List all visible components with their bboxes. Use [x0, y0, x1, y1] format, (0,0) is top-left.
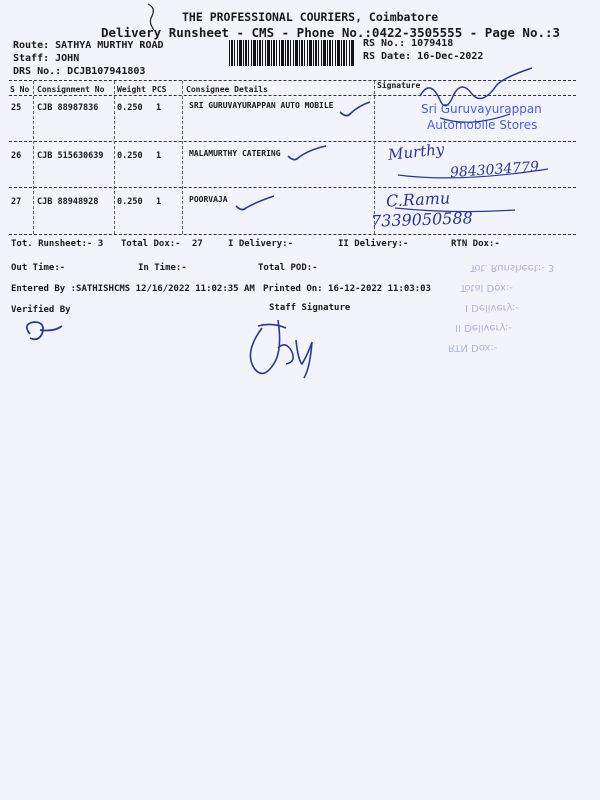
staff-label: Staff: JOHN: [13, 53, 80, 64]
col-header-pcs: PCS: [152, 85, 167, 94]
verified-by-label: Verified By: [11, 305, 71, 315]
staff-signature-label: Staff Signature: [269, 303, 351, 313]
drs-number: DRS No.: DCJB107941803: [13, 66, 146, 77]
cell-weight: 0.250: [117, 151, 143, 161]
runsheet-title: Delivery Runsheet - CMS - Phone No.:0422-3505555 - Page No.:3: [101, 25, 561, 40]
cell-weight: 0.250: [117, 103, 143, 113]
rs-date: RS Date: 16-Dec-2022: [363, 51, 484, 62]
handwritten-phone: 9843034779: [449, 158, 540, 182]
cell-sno: 25: [11, 103, 22, 113]
cell-consignment: CJB 515630639: [37, 151, 104, 161]
bleed-through-text: Tot. Runsheet:- 3: [470, 262, 555, 273]
stamp-line-1: Sri Guruvayurappan: [421, 102, 542, 116]
cell-pcs: 1: [156, 103, 162, 113]
col-header-sno: S No: [10, 85, 30, 94]
cell-consignee: SRI GURUVAYURAPPAN AUTO MOBILE: [189, 101, 334, 110]
col-header-consignee: Consignee Details: [186, 85, 268, 94]
bleed-through-text: Total Dox:-: [460, 282, 513, 293]
ii-delivery: II Delivery:-: [338, 239, 409, 249]
cell-consignee: POORVAJA: [189, 195, 228, 204]
cell-consignee: MALAMURTHY CATERING: [189, 149, 281, 158]
cell-sno: 27: [11, 197, 22, 207]
col-header-signature: Signature: [377, 81, 421, 90]
handwritten-name: Murthy: [387, 140, 446, 164]
bleed-through-text: II Delivery:-: [455, 322, 512, 333]
total-dox-value: 27: [192, 239, 203, 249]
route-label: Route: SATHYA MURTHY ROAD: [13, 40, 164, 51]
total-pod: Total POD:-: [258, 263, 318, 273]
total-dox-label: Total Dox:-: [121, 239, 181, 249]
in-time: In Time:-: [138, 263, 187, 273]
handwritten-name: C.Ramu: [385, 188, 451, 211]
cell-consignment: CJB 88987836: [37, 103, 99, 113]
i-delivery: I Delivery:-: [228, 239, 294, 249]
stamp-line-2: Automobile Stores: [427, 118, 538, 132]
cell-pcs: 1: [156, 197, 162, 207]
cell-consignment: CJB 88948928: [37, 197, 99, 207]
bleed-through-text: RTN Dox:-: [448, 342, 498, 353]
cell-weight: 0.250: [117, 197, 143, 207]
col-header-weight: Weight: [117, 85, 146, 94]
total-runsheet: Tot. Runsheet:- 3: [11, 239, 104, 249]
cell-sno: 26: [11, 151, 22, 161]
bleed-through-text: I Delivery:-: [465, 302, 519, 313]
handwritten-phone: 7339050588: [370, 208, 474, 231]
cell-pcs: 1: [156, 151, 162, 161]
entered-by: Entered By :SATHISHCMS 12/16/2022 11:02:35 AM: [11, 284, 255, 294]
rs-number: RS No.: 1079418: [363, 38, 454, 49]
printed-on: Printed On: 16-12-2022 11:03:03: [263, 284, 431, 294]
out-time: Out Time:-: [11, 263, 66, 273]
col-header-consignment: Consignment No: [37, 85, 105, 94]
company-title: THE PROFESSIONAL COURIERS, Coimbatore: [182, 10, 439, 24]
rtn-dox: RTN Dox:-: [451, 239, 500, 249]
